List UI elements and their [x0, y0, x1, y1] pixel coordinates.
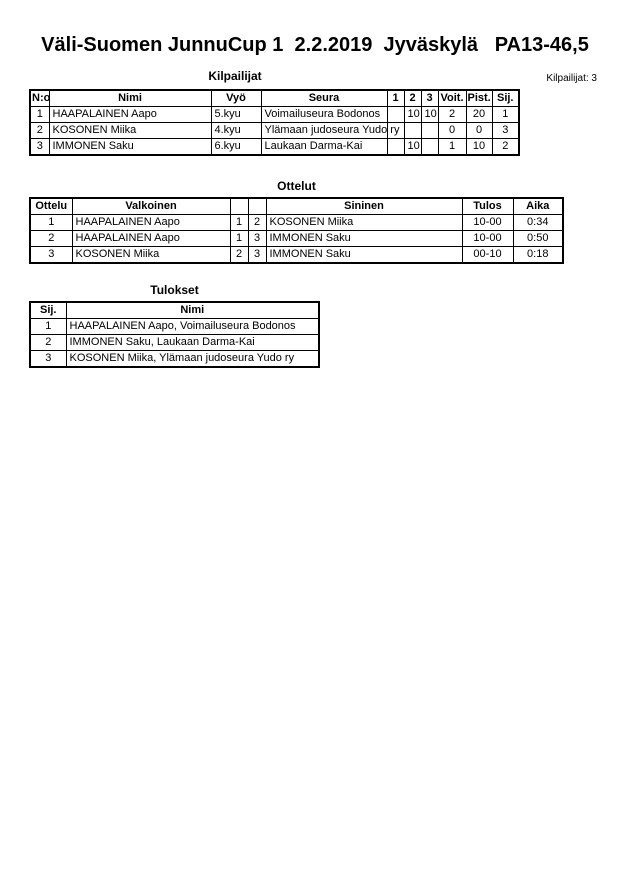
competitors-count: Kilpailijat: 3 — [546, 73, 597, 84]
match-row — [30, 231, 563, 247]
page-title: Väli-Suomen JunnuCup 1 2.2.2019 Jyväskylä PA13-46,5 — [41, 34, 589, 56]
cell-valkoinen: KOSONEN Miika — [72, 247, 230, 264]
col-header-sij: Sij. — [30, 302, 66, 319]
competitors-table — [29, 89, 520, 156]
cell-sij: 3 — [30, 351, 66, 368]
cell-aika: 0:50 — [513, 231, 563, 247]
cell-opp2: 10 — [404, 139, 421, 156]
cell-blue-number: 3 — [248, 231, 266, 247]
cell-white-number: 1 — [230, 231, 248, 247]
col-header-sininen: Sininen — [266, 198, 462, 215]
results-header-row — [30, 302, 319, 319]
cell-opp3: 10 — [421, 107, 438, 123]
cell-tulos: 10-00 — [462, 215, 513, 231]
col-header-voit: Voit. — [438, 90, 466, 107]
cell-white-number: 1 — [230, 215, 248, 231]
cell-aika: 0:34 — [513, 215, 563, 231]
col-header-opp1: 1 — [387, 90, 404, 107]
section-heading-ottelut: Ottelut — [277, 179, 316, 193]
section-heading-kilpailijat: Kilpailijat — [208, 69, 262, 83]
cell-white-number: 2 — [230, 247, 248, 264]
cell-no: 2 — [30, 123, 49, 139]
cell-sij: 3 — [492, 123, 519, 139]
cell-nimi: HAAPALAINEN Aapo — [49, 107, 211, 123]
col-header-nimi: Nimi — [49, 90, 211, 107]
cell-sij: 2 — [30, 335, 66, 351]
col-header-vyo: Vyö — [211, 90, 261, 107]
cell-aika: 0:18 — [513, 247, 563, 264]
cell-seura: Laukaan Darma-Kai — [261, 139, 387, 156]
result-row — [30, 335, 319, 351]
cell-valkoinen: HAAPALAINEN Aapo — [72, 215, 230, 231]
col-header-opp3: 3 — [421, 90, 438, 107]
cell-pist: 20 — [466, 107, 492, 123]
cell-seura: Ylämaan judoseura Yudo ry — [261, 123, 387, 139]
cell-sininen: IMMONEN Saku — [266, 231, 462, 247]
cell-pist: 0 — [466, 123, 492, 139]
cell-sij: 1 — [492, 107, 519, 123]
cell-opp2: 10 — [404, 107, 421, 123]
result-row — [30, 351, 319, 368]
col-header-sij: Sij. — [492, 90, 519, 107]
cell-voit: 2 — [438, 107, 466, 123]
cell-blue-number: 3 — [248, 247, 266, 264]
cell-ottelu: 3 — [30, 247, 72, 264]
cell-tulos: 00-10 — [462, 247, 513, 264]
competitors-header-row — [30, 90, 519, 107]
cell-no: 1 — [30, 107, 49, 123]
col-header-ottelu: Ottelu — [30, 198, 72, 215]
cell-sij: 1 — [30, 319, 66, 335]
cell-seura: Voimailuseura Bodonos — [261, 107, 387, 123]
col-header-blue-number — [248, 198, 266, 215]
cell-ottelu: 2 — [30, 231, 72, 247]
cell-valkoinen: HAAPALAINEN Aapo — [72, 231, 230, 247]
col-header-opp2: 2 — [404, 90, 421, 107]
cell-nimi: KOSONEN Miika — [49, 123, 211, 139]
col-header-valkoinen: Valkoinen — [72, 198, 230, 215]
cell-ottelu: 1 — [30, 215, 72, 231]
cell-sij: 2 — [492, 139, 519, 156]
col-header-white-number — [230, 198, 248, 215]
cell-sininen: KOSONEN Miika — [266, 215, 462, 231]
cell-opp3 — [421, 139, 438, 156]
cell-opp1 — [387, 107, 404, 123]
cell-opp2 — [404, 123, 421, 139]
cell-vyo: 6.kyu — [211, 139, 261, 156]
results-table — [29, 301, 320, 368]
cell-nimi: HAAPALAINEN Aapo, Voimailuseura Bodonos — [66, 319, 319, 335]
col-header-no: N:o — [30, 90, 49, 107]
cell-tulos: 10-00 — [462, 231, 513, 247]
cell-vyo: 5.kyu — [211, 107, 261, 123]
competitor-row — [30, 107, 519, 123]
col-header-seura: Seura — [261, 90, 387, 107]
cell-no: 3 — [30, 139, 49, 156]
matches-header-row — [30, 198, 563, 215]
cell-nimi: IMMONEN Saku — [49, 139, 211, 156]
cell-nimi: IMMONEN Saku, Laukaan Darma-Kai — [66, 335, 319, 351]
col-header-tulos: Tulos — [462, 198, 513, 215]
section-heading-tulokset: Tulokset — [150, 283, 199, 297]
cell-nimi: KOSONEN Miika, Ylämaan judoseura Yudo ry — [66, 351, 319, 368]
cell-voit: 1 — [438, 139, 466, 156]
competitor-row — [30, 139, 519, 156]
col-header-aika: Aika — [513, 198, 563, 215]
match-row — [30, 247, 563, 264]
col-header-pist: Pist. — [466, 90, 492, 107]
cell-opp3 — [421, 123, 438, 139]
matches-table — [29, 197, 564, 264]
cell-pist: 10 — [466, 139, 492, 156]
col-header-nimi: Nimi — [66, 302, 319, 319]
result-row — [30, 319, 319, 335]
cell-sininen: IMMONEN Saku — [266, 247, 462, 264]
cell-voit: 0 — [438, 123, 466, 139]
cell-vyo: 4.kyu — [211, 123, 261, 139]
cell-blue-number: 2 — [248, 215, 266, 231]
competitor-row — [30, 123, 519, 139]
cell-opp1 — [387, 139, 404, 156]
match-row — [30, 215, 563, 231]
